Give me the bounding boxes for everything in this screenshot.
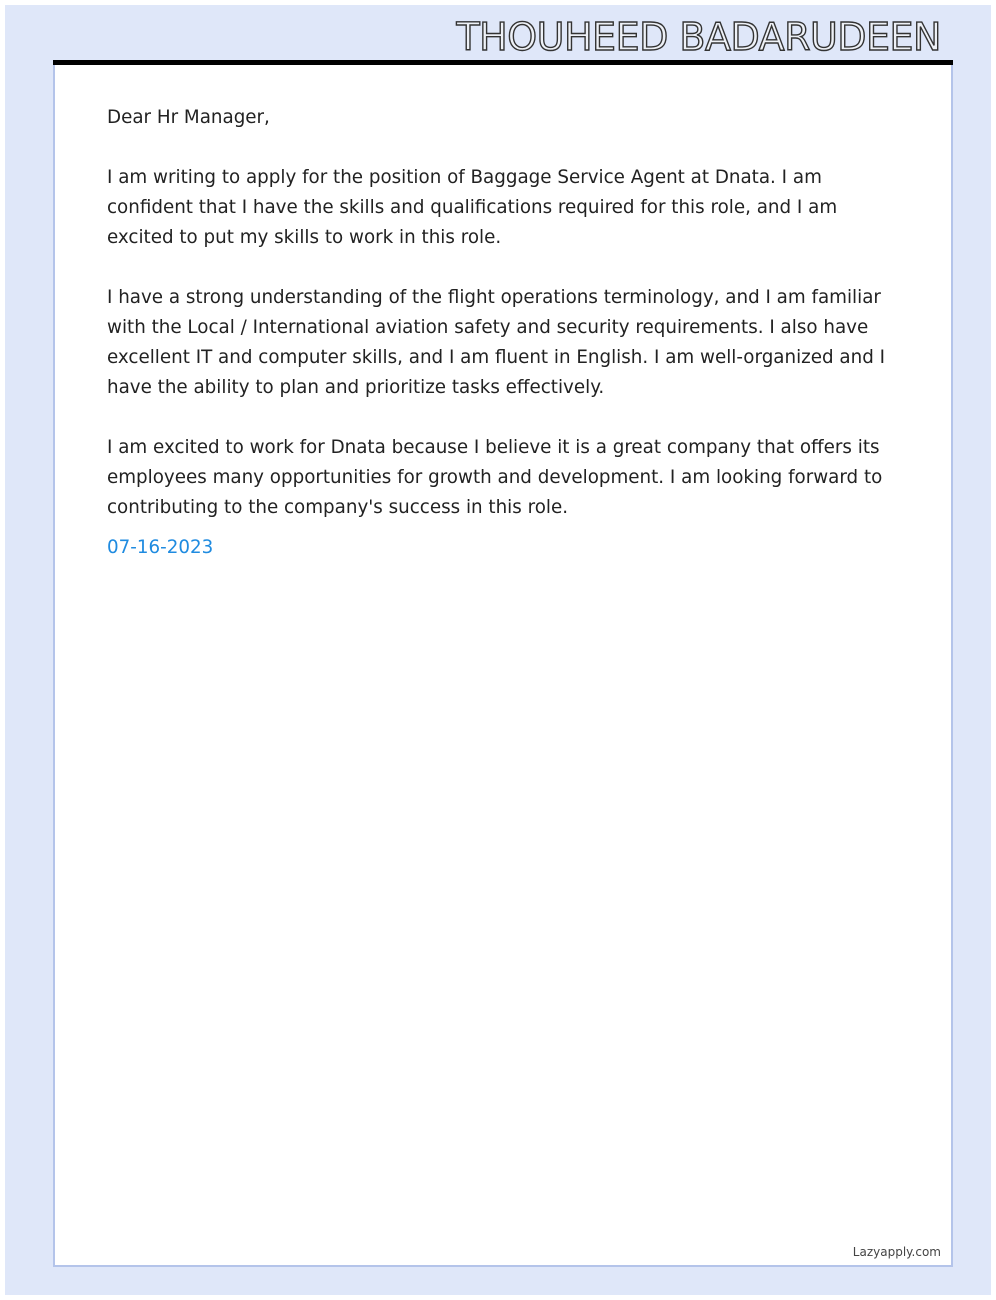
letter-body: [107, 103, 907, 563]
applicant-name: THOUHEED BADARUDEEN: [456, 15, 941, 59]
letter-sheet: [53, 65, 953, 1267]
letter-paragraph: I am excited to work for Dnata because I believe it is a great company that offers its employees many opportunities for growth and development. I am looking forward to contributing to the company's success in this role.: [107, 437, 883, 518]
letter-paragraph: I am writing to apply for the position of Baggage Service Agent at Dnata. I am confident that I have the skills and qualifications required for this role, and I am excited to put my skills to work in this role.: [107, 167, 838, 248]
footer-brand: Lazyapply.com: [852, 1245, 941, 1259]
page-background: [5, 5, 991, 1295]
letter-greeting: Dear Hr Manager,: [107, 107, 270, 128]
letter-paragraph: I have a strong understanding of the flight operations terminology, and I am familiar with the Local / International aviation safety and security requirements. I also have excellent IT and computer skills, and I am fluent in English. I am well-organized and I have the ability to plan and prioritize tasks effectively.: [107, 287, 886, 398]
letter-date: 07-16-2023: [107, 537, 214, 558]
